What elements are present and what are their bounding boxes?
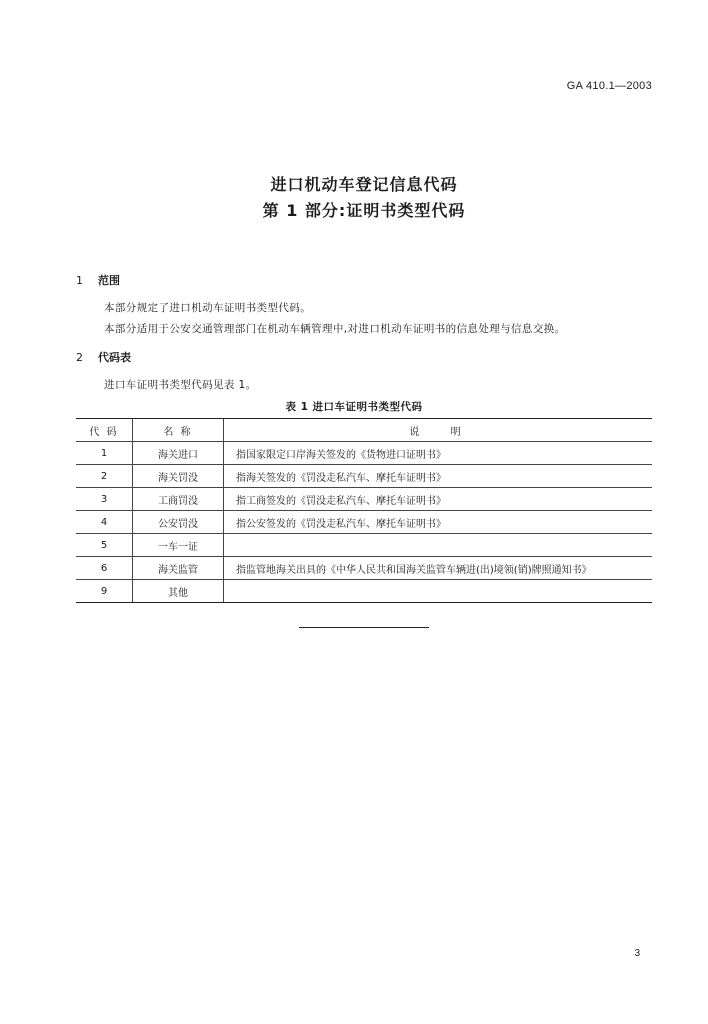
cell-name: 公安罚没: [133, 511, 224, 534]
paragraph-scope-1: 本部分规定了进口机动车证明书类型代码。: [104, 302, 312, 314]
document-title: [0, 172, 708, 224]
section-number: 1: [76, 274, 83, 287]
cell-name: 海关罚没: [133, 465, 224, 488]
page-number: 3: [634, 948, 640, 959]
table-row: [76, 442, 652, 465]
section-title: 范围: [98, 274, 120, 287]
paragraph-code-table: 进口车证明书类型代码见表 1。: [104, 379, 257, 391]
section-title: 代码表: [98, 351, 131, 364]
cell-name: 海关进口: [133, 442, 224, 465]
code-table: [76, 418, 652, 603]
column-header-description: 说 明: [224, 419, 653, 442]
cell-description: [224, 534, 653, 557]
cell-code: 2: [76, 465, 133, 488]
cell-name: 海关监管: [133, 557, 224, 580]
table-row: [76, 488, 652, 511]
column-header-code: 代 码: [76, 419, 133, 442]
cell-name: 其他: [133, 580, 224, 603]
title-line-2: 第 1 部分:证明书类型代码: [262, 201, 466, 220]
cell-name: 工商罚没: [133, 488, 224, 511]
cell-code: 9: [76, 580, 133, 603]
cell-description: 指海关签发的《罚没走私汽车、摩托车证明书》: [224, 465, 653, 488]
cell-description: 指监管地海关出具的《中华人民共和国海关监管车辆进(出)境领(销)牌照通知书》: [224, 557, 653, 580]
section-heading-scope: [76, 272, 120, 288]
table-row: [76, 511, 652, 534]
cell-code: 1: [76, 442, 133, 465]
paragraph-scope-2: 本部分适用于公安交通管理部门在机动车辆管理中,对进口机动车证明书的信息处理与信息交换。: [104, 323, 566, 335]
cell-name: 一车一证: [133, 534, 224, 557]
cell-description: [224, 580, 653, 603]
table-caption: 表 1 进口车证明书类型代码: [285, 401, 423, 413]
section-number: 2: [76, 351, 83, 364]
section-heading-code-table: [76, 349, 131, 365]
table-row: [76, 557, 652, 580]
cell-description: 指国家限定口岸海关签发的《货物进口证明书》: [224, 442, 653, 465]
table-header-row: [76, 419, 652, 442]
title-line-1: 进口机动车登记信息代码: [270, 175, 458, 194]
column-header-name: 名 称: [133, 419, 224, 442]
cell-code: 3: [76, 488, 133, 511]
cell-description: 指工商签发的《罚没走私汽车、摩托车证明书》: [224, 488, 653, 511]
end-of-document-rule: [299, 627, 429, 628]
table-row: [76, 580, 652, 603]
cell-code: 6: [76, 557, 133, 580]
cell-code: 5: [76, 534, 133, 557]
cell-code: 4: [76, 511, 133, 534]
cell-description: 指公安签发的《罚没走私汽车、摩托车证明书》: [224, 511, 653, 534]
table-row: [76, 534, 652, 557]
standard-number: GA 410.1—2003: [566, 80, 652, 92]
table-row: [76, 465, 652, 488]
